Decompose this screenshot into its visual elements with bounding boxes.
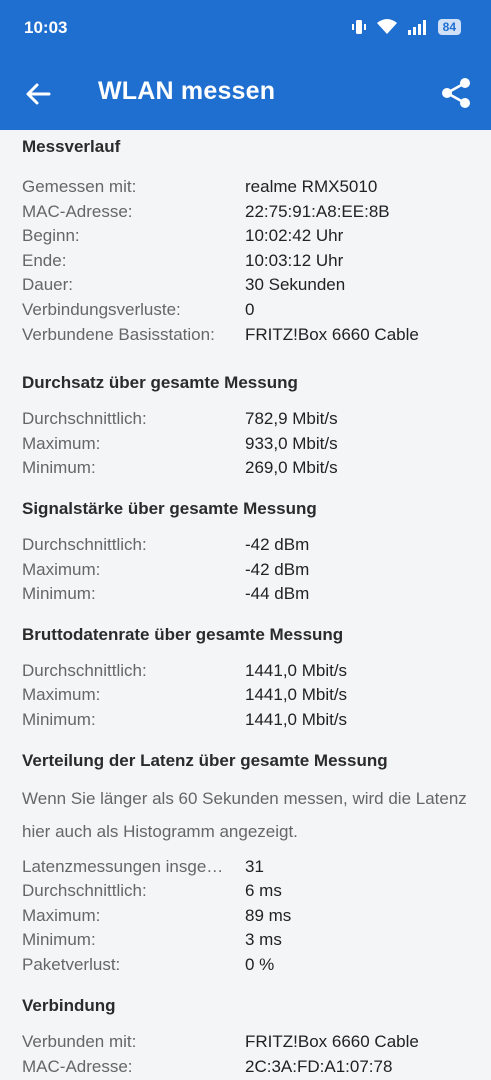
section-title: Bruttodatenrate über gesamte Messung bbox=[22, 624, 344, 644]
kv-label: Paketverlust: bbox=[22, 954, 121, 974]
kv-label: Verbundene Basisstation: bbox=[22, 324, 215, 344]
kv-label: Maximum: bbox=[22, 685, 101, 705]
kv-row bbox=[22, 456, 472, 481]
kv-label: Ende: bbox=[22, 250, 67, 270]
kv-list bbox=[22, 407, 472, 481]
kv-value: 1441,0 Mbit/s bbox=[245, 709, 348, 729]
kv-label: Durchschnittlich: bbox=[22, 534, 147, 554]
kv-row bbox=[22, 224, 472, 249]
kv-value: 10:02:42 Uhr bbox=[245, 226, 344, 246]
kv-value: 89 ms bbox=[245, 905, 292, 925]
kv-label: Verbunden mit: bbox=[22, 1032, 137, 1052]
kv-row bbox=[22, 273, 472, 298]
page-title: WLAN messen bbox=[98, 77, 276, 105]
kv-row bbox=[22, 323, 472, 348]
kv-row bbox=[22, 1055, 472, 1080]
kv-list bbox=[22, 533, 472, 607]
kv-list bbox=[22, 855, 472, 978]
kv-row bbox=[22, 432, 472, 457]
signal-icon bbox=[406, 18, 430, 36]
back-arrow-icon[interactable] bbox=[22, 78, 54, 110]
kv-label: Minimum: bbox=[22, 458, 96, 478]
kv-value: -42 dBm bbox=[245, 559, 310, 579]
kv-label: Minimum: bbox=[22, 584, 96, 604]
kv-label: Maximum: bbox=[22, 433, 101, 453]
section-signal bbox=[22, 498, 472, 607]
wifi-icon bbox=[376, 18, 398, 36]
latency-note: Wenn Sie länger als 60 Sekunden messen, wird die Latenz hier auch als Histogramm angezeigt. bbox=[22, 788, 467, 841]
kv-value: 0 bbox=[245, 299, 255, 319]
kv-row bbox=[22, 175, 472, 200]
kv-row bbox=[22, 407, 472, 432]
kv-row bbox=[22, 879, 472, 904]
kv-row bbox=[22, 904, 472, 929]
section-brutto bbox=[22, 624, 472, 733]
kv-row bbox=[22, 928, 472, 953]
kv-row bbox=[22, 855, 472, 880]
kv-label: Durchschnittlich: bbox=[22, 660, 147, 680]
kv-value: 6 ms bbox=[245, 881, 282, 901]
kv-value: 3 ms bbox=[245, 930, 282, 950]
kv-label: MAC-Adresse: bbox=[22, 201, 133, 221]
kv-value: realme RMX5010 bbox=[245, 177, 378, 196]
kv-value: FRITZ!Box 6660 Cable bbox=[245, 324, 419, 344]
kv-value: 2C:3A:FD:A1:07:78 bbox=[245, 1057, 393, 1077]
section-durchsatz bbox=[22, 372, 472, 481]
kv-row bbox=[22, 558, 472, 583]
status-time: 10:03 bbox=[24, 18, 68, 37]
section-latenz bbox=[22, 750, 472, 978]
section-verbindung bbox=[22, 995, 472, 1079]
kv-value: 0 % bbox=[245, 954, 275, 974]
kv-row bbox=[22, 1030, 472, 1055]
section-title: Verbindung bbox=[22, 996, 116, 1016]
kv-row bbox=[22, 683, 472, 708]
kv-value: 782,9 Mbit/s bbox=[245, 409, 338, 429]
kv-list bbox=[22, 1030, 472, 1079]
kv-value: -44 dBm bbox=[245, 584, 310, 604]
kv-value: 1441,0 Mbit/s bbox=[245, 685, 348, 705]
kv-row bbox=[22, 298, 472, 323]
kv-value: 22:75:91:A8:EE:8B bbox=[245, 201, 390, 221]
kv-label: Dauer: bbox=[22, 275, 74, 295]
kv-row bbox=[22, 953, 472, 978]
kv-list bbox=[22, 175, 472, 347]
kv-value: FRITZ!Box 6660 Cable bbox=[245, 1032, 419, 1052]
kv-row bbox=[22, 249, 472, 274]
kv-label: Latenzmessungen insge… bbox=[22, 856, 224, 876]
kv-value: 30 Sekunden bbox=[245, 275, 346, 295]
kv-value: 31 bbox=[245, 856, 264, 876]
kv-label: Maximum: bbox=[22, 905, 101, 925]
kv-label: Minimum: bbox=[22, 930, 96, 950]
kv-value: -42 dBm bbox=[245, 534, 310, 554]
kv-value: 10:03:12 Uhr bbox=[245, 250, 344, 270]
status-bar bbox=[0, 0, 491, 58]
kv-label: Verbindungsverluste: bbox=[22, 299, 181, 319]
kv-row bbox=[22, 659, 472, 684]
kv-row bbox=[22, 708, 472, 733]
kv-value: 269,0 Mbit/s bbox=[245, 458, 338, 478]
battery-indicator: 84 bbox=[438, 19, 461, 35]
kv-label: Maximum: bbox=[22, 559, 101, 579]
kv-value: 1441,0 Mbit/s bbox=[245, 660, 348, 680]
kv-label: Beginn: bbox=[22, 226, 80, 246]
kv-label: Minimum: bbox=[22, 709, 96, 729]
section-title: Durchsatz über gesamte Messung bbox=[22, 373, 298, 393]
section-title: Signalstärke über gesamte Messung bbox=[22, 498, 317, 518]
kv-row bbox=[22, 200, 472, 225]
kv-row bbox=[22, 582, 472, 607]
section-messverlauf bbox=[22, 130, 472, 347]
kv-label: Gemessen mit: bbox=[22, 177, 137, 196]
vibrate-icon bbox=[350, 18, 368, 36]
app-bar bbox=[0, 58, 491, 130]
share-icon[interactable] bbox=[439, 76, 473, 110]
kv-value: 933,0 Mbit/s bbox=[245, 433, 338, 453]
kv-row bbox=[22, 533, 472, 558]
kv-label: MAC-Adresse: bbox=[22, 1057, 133, 1077]
kv-list bbox=[22, 659, 472, 733]
section-title: Verteilung der Latenz über gesamte Messung bbox=[22, 750, 388, 770]
results-content bbox=[22, 130, 472, 1080]
kv-label: Durchschnittlich: bbox=[22, 409, 147, 429]
kv-label: Durchschnittlich: bbox=[22, 881, 147, 901]
status-icons bbox=[350, 18, 461, 36]
section-title: Messverlauf bbox=[22, 137, 121, 156]
